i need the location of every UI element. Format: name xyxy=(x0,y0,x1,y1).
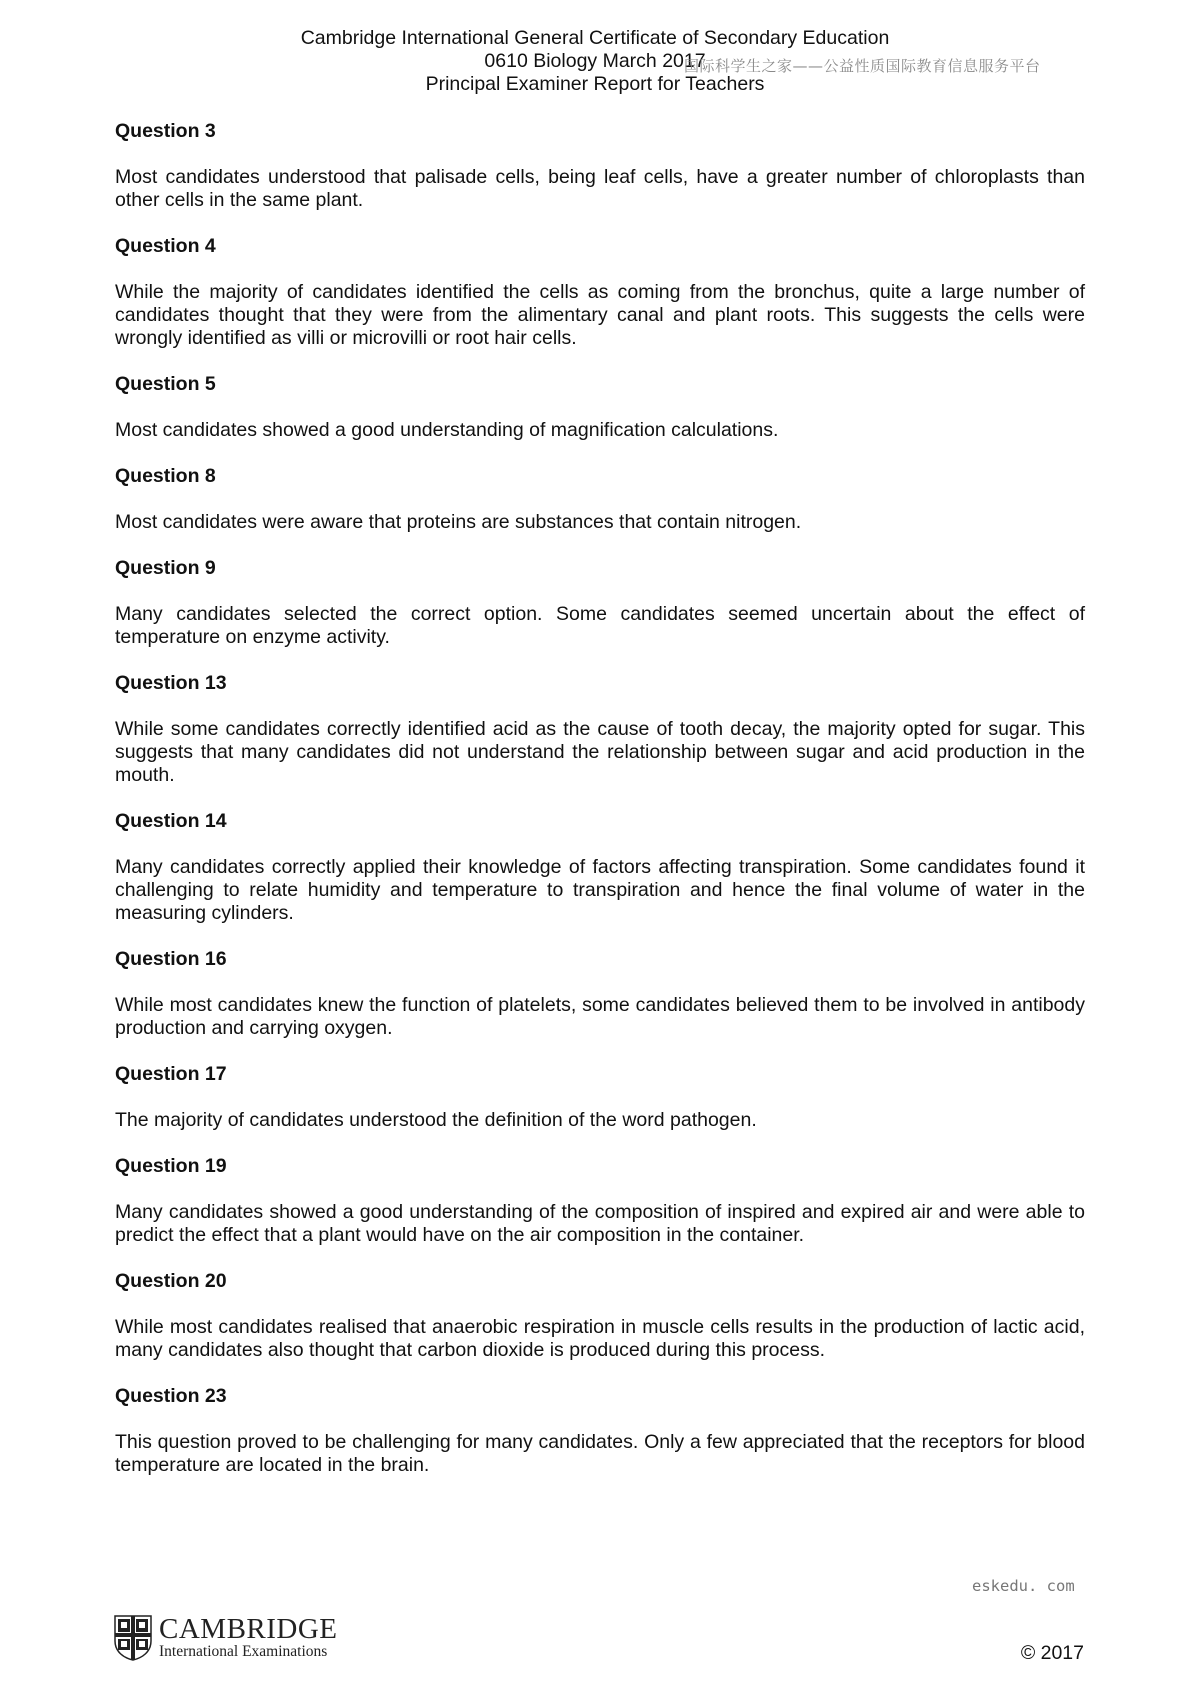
question-comment: Most candidates understood that palisade cells, being leaf cells, have a greater number of chloroplasts than other cells in the same plant. xyxy=(115,166,1085,211)
logo-brand: CAMBRIDGE xyxy=(159,1613,338,1645)
question-title: Question 3 xyxy=(115,120,216,142)
question-section xyxy=(115,235,1085,350)
question-comment: While the majority of candidates identified the cells as coming from the bronchus, quite a large number of candidates thought that they were from the alimentary canal and plant roots. This suggests the cells were wrongly identified as villi or microvilli or root hair cells. xyxy=(115,281,1085,349)
question-title: Question 17 xyxy=(115,1063,227,1085)
question-section xyxy=(115,810,1085,925)
watermark-text: 国际科学生之家——公益性质国际教育信息服务平台 xyxy=(684,57,1041,75)
question-section xyxy=(115,557,1085,649)
question-title: Question 5 xyxy=(115,373,216,395)
question-section xyxy=(115,120,1085,212)
question-section xyxy=(115,1063,1085,1132)
question-title: Question 14 xyxy=(115,810,227,832)
question-section xyxy=(115,948,1085,1040)
logo-subtitle: International Examinations xyxy=(159,1643,328,1660)
question-comment: While some candidates correctly identified acid as the cause of tooth decay, the majority opted for sugar. This suggests that many candidates did not understand the relationship between sugar and acid production in the mouth. xyxy=(115,718,1085,786)
question-title: Question 16 xyxy=(115,948,227,970)
question-title: Question 4 xyxy=(115,235,216,257)
question-comment: Most candidates showed a good understanding of magnification calculations. xyxy=(115,419,779,441)
question-title: Question 19 xyxy=(115,1155,227,1177)
copyright: © 2017 xyxy=(1020,1642,1084,1664)
question-title: Question 9 xyxy=(115,557,216,579)
footer-url: eskedu. com xyxy=(972,1577,1075,1595)
question-comment: While most candidates realised that anaerobic respiration in muscle cells results in the production of lactic acid, many candidates also thought that carbon dioxide is produced during this process. xyxy=(115,1316,1085,1361)
question-section xyxy=(115,672,1085,787)
question-comment: Many candidates correctly applied their knowledge of factors affecting transpiration. Some candidates found it challenging to relate humidity and temperature to transpiration and hence the final volume of water in the measuring cylinders. xyxy=(115,856,1085,924)
question-section xyxy=(115,1270,1085,1362)
question-title: Question 20 xyxy=(115,1270,227,1292)
question-comment: Most candidates were aware that proteins are substances that contain nitrogen. xyxy=(115,511,802,533)
question-comment: Many candidates selected the correct option. Some candidates seemed uncertain about the effect of temperature on enzyme activity. xyxy=(115,603,1085,648)
question-comment: While most candidates knew the function of platelets, some candidates believed them to be involved in antibody production and carrying oxygen. xyxy=(115,994,1085,1039)
question-comment: Many candidates showed a good understanding of the composition of inspired and expired air and were able to predict the effect that a plant would have on the air composition in the container. xyxy=(115,1201,1085,1246)
header-subject: 0610 Biology March 2017 xyxy=(484,50,706,72)
question-section xyxy=(115,373,1085,442)
question-comment: The majority of candidates understood the definition of the word pathogen. xyxy=(115,1109,757,1131)
question-section xyxy=(115,1385,1085,1477)
question-title: Question 23 xyxy=(115,1385,227,1407)
question-title: Question 13 xyxy=(115,672,227,694)
question-section xyxy=(115,465,1085,534)
cambridge-logo xyxy=(114,1615,338,1661)
report-body xyxy=(115,120,1085,1500)
question-section xyxy=(115,1155,1085,1247)
question-title: Question 8 xyxy=(115,465,216,487)
question-comment: This question proved to be challenging for many candidates. Only a few appreciated that the receptors for blood temperature are located in the brain. xyxy=(115,1431,1085,1476)
header-report-title: Principal Examiner Report for Teachers xyxy=(425,73,765,95)
cambridge-shield-icon xyxy=(114,1615,152,1661)
header-qualification: Cambridge International General Certificate of Secondary Education xyxy=(300,27,890,49)
